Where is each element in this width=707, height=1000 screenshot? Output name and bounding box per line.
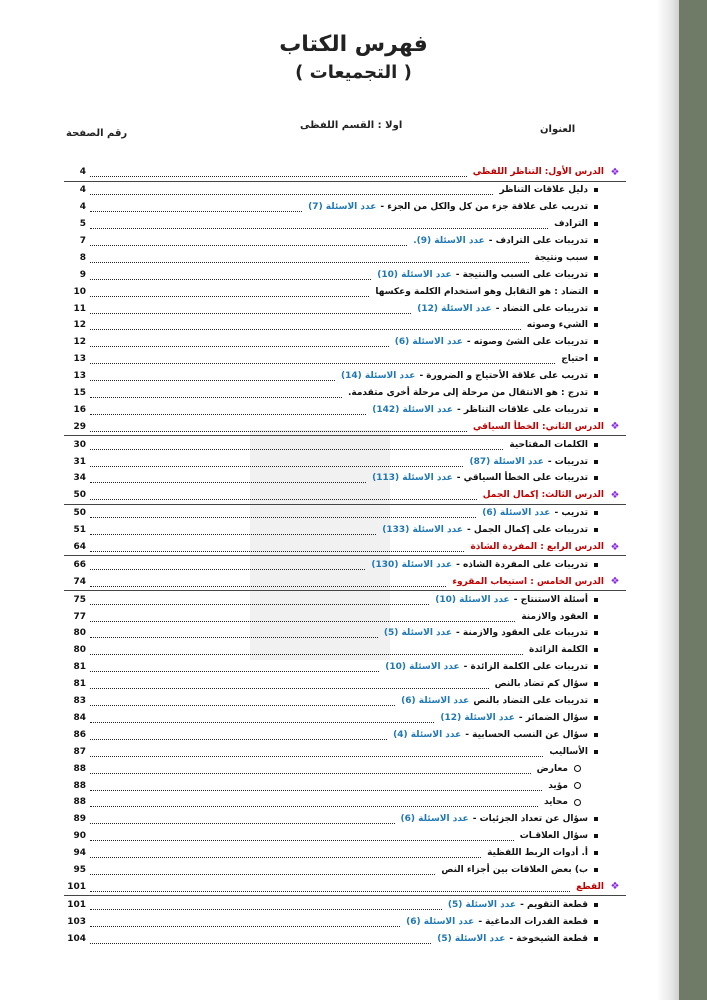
toc-entry-row[interactable] — [64, 283, 626, 300]
dot-leader — [90, 287, 369, 297]
toc-entry-label: قطعة الشيخوخة - — [509, 933, 588, 944]
square-bullet-icon — [588, 868, 604, 872]
toc-entry-row[interactable] — [64, 401, 626, 418]
square-bullet-icon — [588, 443, 604, 447]
question-count: عدد الاسئلة (5) — [383, 628, 453, 639]
dot-leader — [90, 764, 531, 774]
toc-entry-label: تدريب - — [554, 508, 588, 519]
toc-page-number: 11 — [73, 303, 86, 314]
toc-page-number: 34 — [73, 473, 86, 484]
circle-bullet-icon — [568, 782, 586, 789]
toc-page-number: 51 — [73, 525, 86, 536]
toc-entry-row[interactable] — [64, 199, 626, 216]
dot-leader — [90, 354, 555, 364]
toc-entry-label: الدرس الخامس : استيعاب المقروء — [452, 576, 604, 587]
square-bullet-icon — [588, 716, 604, 720]
toc-page-number: 84 — [73, 712, 86, 723]
toc-entry-label: تدريب على علاقة جزء من كل والكل من الجزء - — [380, 202, 588, 213]
square-bullet-icon — [588, 357, 604, 361]
dot-leader — [90, 440, 503, 450]
page-edge-shadow — [657, 0, 679, 1000]
toc-page-number: 81 — [73, 679, 86, 690]
circle-bullet-icon — [568, 765, 586, 772]
dot-leader — [90, 882, 570, 892]
dot-leader — [90, 457, 463, 467]
toc-entry-label: الدرس الثاني: الخطأ السياقي — [472, 421, 604, 432]
toc-page-number: 4 — [79, 202, 86, 213]
question-count: عدد الاسئلة (5) — [447, 899, 517, 910]
question-count: عدد الاسئلة (10) — [377, 269, 452, 280]
toc-entry-row[interactable] — [64, 470, 626, 487]
toc-entry-row[interactable] — [64, 216, 626, 233]
dot-leader — [90, 320, 521, 330]
dot-leader — [90, 645, 523, 655]
dot-leader — [90, 525, 376, 535]
square-bullet-icon — [588, 323, 604, 327]
dot-leader — [90, 934, 431, 944]
toc-page-number: 9 — [79, 269, 86, 280]
square-bullet-icon — [588, 615, 604, 619]
dot-leader — [90, 848, 481, 858]
toc-section-row[interactable] — [64, 418, 626, 436]
toc-page-number: 29 — [73, 421, 86, 432]
toc-page-number: 16 — [73, 404, 86, 415]
square-bullet-icon — [588, 903, 604, 907]
toc-entry-row[interactable] — [64, 760, 626, 777]
toc-entry-label: تدريبات - — [547, 456, 588, 467]
dot-leader — [90, 917, 400, 927]
column-title-header: العنوان — [540, 124, 576, 135]
toc-entry-label: سؤال العلاقـات — [519, 831, 588, 842]
toc-page-number: 89 — [73, 814, 86, 825]
toc-entry-row[interactable] — [64, 726, 626, 743]
toc-page-number: 77 — [73, 611, 86, 622]
toc-entry-label: ب) بعض العلاقات بين أجزاء النص — [441, 864, 588, 875]
diamond-bullet-icon: ❖ — [610, 541, 620, 553]
dot-leader — [90, 473, 366, 483]
dot-leader — [90, 337, 389, 347]
square-bullet-icon — [588, 256, 604, 260]
dot-leader — [90, 236, 407, 246]
dot-leader — [90, 167, 467, 177]
dot-leader — [90, 185, 493, 195]
square-bullet-icon — [588, 750, 604, 754]
page-title: فهرس الكتاب — [279, 32, 428, 57]
square-bullet-icon — [588, 834, 604, 838]
question-count: عدد الاسئلة (14) — [340, 371, 416, 382]
toc-page-number: 8 — [79, 252, 86, 263]
toc-entry-row[interactable] — [64, 182, 626, 199]
dot-leader — [90, 304, 411, 314]
toc-entry-row[interactable] — [64, 743, 626, 760]
toc-page-number: 88 — [73, 797, 86, 808]
toc-entry-row[interactable] — [64, 777, 626, 794]
question-count: عدد الاسئلة (113) — [372, 473, 453, 484]
dot-leader — [90, 508, 476, 518]
square-bullet-icon — [588, 851, 604, 855]
question-count: عدد الاسئلة (10) — [385, 662, 460, 673]
square-bullet-icon — [588, 817, 604, 821]
question-count: عدد الاسئلة (133) — [382, 525, 463, 536]
toc-entry-label: تدرج : هو الانتقال من مرحلة إلى مرحلة أخرى متقدمة. — [347, 388, 588, 399]
diamond-bullet-icon: ❖ — [610, 881, 620, 893]
toc-entry-row[interactable] — [64, 710, 626, 727]
toc-entry-row[interactable] — [64, 351, 626, 368]
toc-entry-label: مؤيد — [548, 780, 568, 791]
toc-section-row[interactable] — [64, 878, 626, 896]
toc-entry-row[interactable] — [64, 522, 626, 539]
toc-page-number: 13 — [73, 371, 86, 382]
toc-page-number: 80 — [73, 645, 86, 656]
diamond-bullet-icon: ❖ — [610, 489, 620, 501]
square-bullet-icon — [588, 563, 604, 567]
toc-entry-label: الأساليب — [549, 746, 588, 757]
dot-leader — [90, 371, 335, 381]
toc-entry-label: محايد — [543, 797, 568, 808]
square-bullet-icon — [588, 511, 604, 515]
toc-page-number: 64 — [73, 542, 86, 553]
question-count: عدد الاسئلة (130) — [371, 559, 453, 570]
diamond-bullet-icon: ❖ — [610, 576, 620, 588]
dot-leader — [90, 781, 542, 791]
toc-entry-label: قطعة القدرات الدماغية - — [478, 916, 588, 927]
toc-entry-row[interactable] — [64, 828, 626, 845]
toc-page-number: 7 — [79, 236, 86, 246]
toc-entry-label: معارض — [536, 763, 568, 774]
toc-entry-row[interactable] — [64, 591, 626, 608]
square-bullet-icon — [588, 188, 604, 192]
dot-leader — [90, 542, 464, 552]
dot-leader — [90, 713, 434, 723]
dot-leader — [90, 900, 442, 910]
toc-entry-row[interactable] — [64, 266, 626, 283]
square-bullet-icon — [588, 648, 604, 652]
square-bullet-icon — [588, 408, 604, 412]
toc-entry-row[interactable] — [64, 385, 626, 402]
square-bullet-icon — [588, 222, 604, 226]
dot-leader — [90, 595, 429, 605]
square-bullet-icon — [588, 682, 604, 686]
toc-entry-label: سؤال كم تضاد بالنص — [494, 679, 588, 690]
toc-page-number: 10 — [73, 286, 86, 297]
question-count: عدد الاسئلة (7) — [308, 202, 377, 213]
toc-entry-row[interactable] — [64, 930, 626, 947]
toc-page-number: 81 — [73, 662, 86, 673]
toc-page-number: 88 — [73, 763, 86, 774]
square-bullet-icon — [588, 937, 604, 941]
dot-leader — [90, 730, 387, 740]
toc-entry-label: أ. أدوات الربط اللفظية — [487, 848, 588, 859]
toc-entry-label: تدريبات على التضاد بالنص — [473, 696, 588, 707]
question-count: عدد الاسئلة (6) — [401, 696, 470, 707]
toc-entry-label: سبب ونتيجة — [534, 252, 588, 263]
toc-entry-label: الشيء وصوته — [526, 320, 588, 331]
toc-entry-row[interactable] — [64, 693, 626, 710]
question-count: عدد الاسئلة (6) — [394, 337, 463, 348]
toc-entry-row[interactable] — [64, 676, 626, 693]
toc-section-row[interactable] — [64, 164, 626, 182]
dot-leader — [90, 388, 342, 398]
toc-entry-label: تدريبات على التضاد - — [495, 303, 588, 314]
toc-page-number: 104 — [67, 933, 86, 944]
square-bullet-icon — [588, 273, 604, 277]
toc-page-number: 5 — [79, 219, 86, 230]
dot-leader — [90, 612, 515, 622]
toc-entry-label: الدرس الرابع : المفردة الشاذة — [470, 542, 604, 553]
toc-page-number: 103 — [67, 916, 86, 927]
toc-entry-row[interactable] — [64, 913, 626, 930]
toc-entry-row[interactable] — [64, 334, 626, 351]
dot-leader — [90, 797, 538, 807]
square-bullet-icon — [588, 374, 604, 378]
toc-page-number: 4 — [79, 167, 86, 178]
dot-leader — [90, 202, 302, 212]
toc-page-number: 80 — [73, 628, 86, 639]
dot-leader — [90, 490, 477, 500]
dot-leader — [90, 270, 371, 280]
toc-entry-label: تدريبات على الخطأ السياقي - — [456, 473, 588, 484]
toc-entry-label: دليل علاقات التناظر — [499, 185, 588, 196]
square-bullet-icon — [588, 476, 604, 480]
toc-entry-row[interactable] — [64, 505, 626, 522]
question-count: عدد الاسئلة (5) — [437, 933, 506, 944]
square-bullet-icon — [588, 631, 604, 635]
toc-entry-row[interactable] — [64, 317, 626, 334]
toc-entry-row[interactable] — [64, 862, 626, 879]
toc-page-number: 31 — [73, 456, 86, 467]
toc-page-number: 74 — [73, 576, 86, 587]
square-bullet-icon — [588, 391, 604, 395]
toc-page-number: 90 — [73, 831, 86, 842]
toc-page-number: 15 — [73, 388, 86, 399]
toc-entry-label: الدرس الثالث: إكمال الجمل — [482, 490, 604, 501]
question-count: عدد الاسئلة (12) — [417, 303, 492, 314]
toc-page-number: 101 — [67, 881, 86, 892]
question-count: عدد الاسئلة (6) — [406, 916, 475, 927]
toc-entry-row[interactable] — [64, 453, 626, 470]
dot-leader — [90, 747, 543, 757]
toc-entry-row[interactable] — [64, 794, 626, 811]
toc-page-number: 101 — [67, 899, 86, 910]
toc-entry-label: الكلمات المفتاحية — [509, 439, 588, 450]
toc-page-number: 12 — [73, 337, 86, 348]
square-bullet-icon — [588, 340, 604, 344]
question-count: عدد الاسئلة (6) — [482, 508, 551, 519]
toc-page-number: 88 — [73, 780, 86, 791]
circle-bullet-icon — [568, 799, 586, 806]
square-bullet-icon — [588, 733, 604, 737]
toc-page-number: 50 — [73, 508, 86, 519]
diamond-bullet-icon: ❖ — [610, 166, 620, 178]
toc-entry-label: الكلمة الزائدة — [528, 645, 588, 656]
toc-page-number: 30 — [73, 439, 86, 450]
toc-entry-label: تدريبات على الترادف - — [488, 236, 588, 246]
toc-page-number: 12 — [73, 320, 86, 331]
toc-page-number: 95 — [73, 864, 86, 875]
toc-entry-row[interactable] — [64, 625, 626, 642]
toc-entry-row[interactable] — [64, 608, 626, 625]
toc-entry-row[interactable] — [64, 556, 626, 573]
square-bullet-icon — [588, 239, 604, 243]
dot-leader — [90, 560, 365, 570]
toc-section-row[interactable] — [64, 573, 626, 591]
section-heading: اولا : القسم اللفظى — [300, 120, 403, 131]
dot-leader — [90, 814, 395, 824]
square-bullet-icon — [588, 307, 604, 311]
column-page-header: رقم الصفحة — [66, 128, 128, 139]
dot-leader — [90, 219, 548, 229]
dot-leader — [90, 696, 395, 706]
square-bullet-icon — [588, 920, 604, 924]
toc-entry-row[interactable] — [64, 368, 626, 385]
dot-leader — [90, 253, 529, 263]
toc-entry-label: تدريبات على العقود والازمنة - — [456, 628, 588, 639]
toc-entry-row[interactable] — [64, 233, 626, 250]
question-count: عدد الاسئلة (4) — [393, 729, 462, 740]
toc-entry-label: قطعة التقويم - — [520, 899, 588, 910]
toc-entry-label: الدرس الأول: التناظر اللفظي — [472, 167, 604, 178]
toc-page-number: 50 — [73, 490, 86, 501]
toc-page-number: 94 — [73, 848, 86, 859]
square-bullet-icon — [588, 205, 604, 209]
toc-entry-label: القطع — [576, 881, 604, 892]
dot-leader — [90, 662, 379, 672]
question-count: عدد الاسئلة (142) — [372, 404, 453, 415]
toc-page-number: 4 — [79, 185, 86, 196]
toc-entry-row[interactable] — [64, 659, 626, 676]
toc-entry-row[interactable] — [64, 845, 626, 862]
toc-entry-label: تدريبات على المفردة الشاذه - — [456, 559, 588, 570]
toc-section-row[interactable] — [64, 539, 626, 557]
toc-page-number: 87 — [73, 746, 86, 757]
dot-leader — [90, 865, 435, 875]
square-bullet-icon — [588, 460, 604, 464]
toc-entry-label: تدريبات على علاقات التناظر - — [457, 404, 588, 415]
toc-page-number: 86 — [73, 729, 86, 740]
toc-entry-row[interactable] — [64, 811, 626, 828]
toc-entry-row[interactable] — [64, 896, 626, 913]
toc-entry-label: سؤال الضمائر - — [518, 712, 588, 723]
question-count: عدد الاسئلة (12) — [440, 712, 515, 723]
square-bullet-icon — [588, 598, 604, 602]
question-count: عدد الاسئلة (9). — [413, 236, 485, 246]
toc-entry-label: الترادف — [554, 219, 588, 230]
question-count: عدد الاسئلة (6) — [400, 814, 469, 825]
toc-entry-label: تدريبات على السبب والنتيجة - — [455, 269, 588, 280]
toc-entry-label: تدريبات على الشئ وصوته - — [466, 337, 588, 348]
toc-entry-label: تدريب على علاقة الأحتياج و الضرورة - — [419, 371, 588, 382]
toc-entry-label: تدريبات على الكلمة الزائدة - — [463, 662, 588, 673]
toc-section-row[interactable] — [64, 487, 626, 505]
table-of-contents — [64, 164, 626, 947]
toc-entry-label: احتياج — [561, 354, 588, 365]
toc-entry-row[interactable] — [64, 642, 626, 659]
toc-entry-label: سؤال عن تعداد الجزئيات - — [472, 814, 588, 825]
toc-page-number: 75 — [73, 594, 86, 605]
toc-entry-label: سؤال عن النسب الحسابية - — [465, 729, 588, 740]
toc-entry-row[interactable] — [64, 300, 626, 317]
toc-entry-label: العقود والازمنة — [521, 611, 588, 622]
page-subtitle: ( التجميعات ) — [295, 62, 412, 83]
diamond-bullet-icon: ❖ — [610, 421, 620, 433]
question-count: عدد الاسئلة (10) — [435, 594, 510, 605]
toc-entry-row[interactable] — [64, 249, 626, 266]
square-bullet-icon — [588, 528, 604, 532]
question-count: عدد الاسئلة (87) — [469, 456, 544, 467]
toc-page-number: 66 — [73, 559, 86, 570]
toc-page-number: 13 — [73, 354, 86, 365]
toc-entry-label: تدريبات على إكمال الجمل - — [467, 525, 588, 536]
dot-leader — [90, 422, 467, 432]
toc-page-number: 83 — [73, 696, 86, 707]
square-bullet-icon — [588, 290, 604, 294]
dot-leader — [90, 405, 366, 415]
toc-entry-label: أسئلة الاستنتاج - — [513, 594, 588, 605]
square-bullet-icon — [588, 699, 604, 703]
dot-leader — [90, 679, 489, 689]
square-bullet-icon — [588, 665, 604, 669]
dot-leader — [90, 628, 378, 638]
toc-entry-row[interactable] — [64, 436, 626, 453]
toc-entry-label: التضاد : هو التقابل وهو استخدام الكلمة وعكسها — [375, 286, 588, 297]
dot-leader — [90, 577, 446, 587]
dot-leader — [90, 831, 514, 841]
window-side-bar — [679, 0, 707, 1000]
